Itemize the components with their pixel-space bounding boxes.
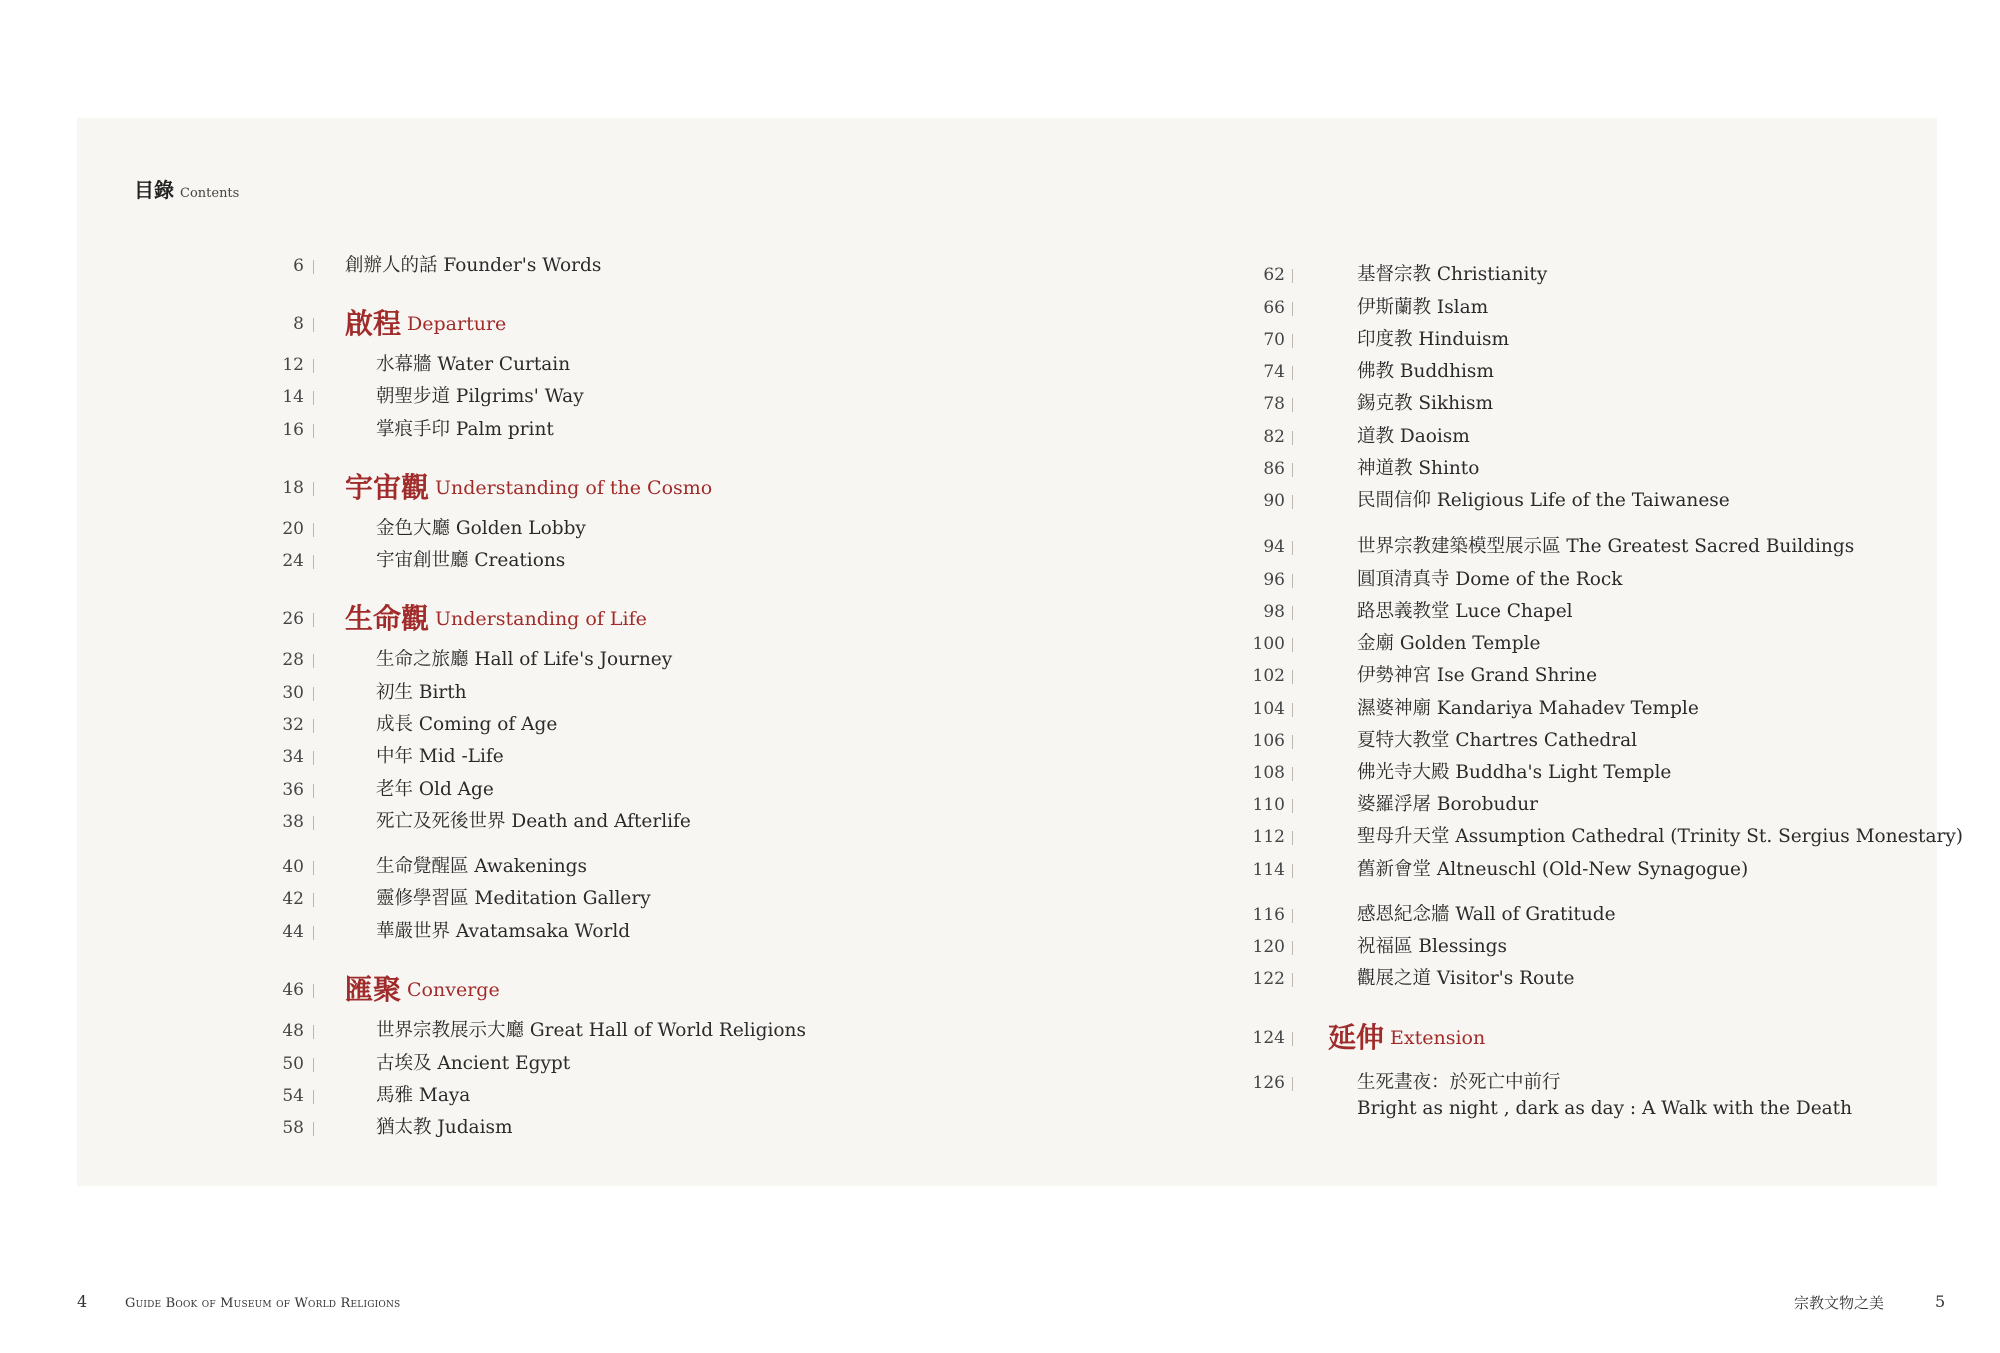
- toc-entry-title-line2: Bright as night , dark as day : A Walk with the Death: [1357, 1098, 1853, 1119]
- toc-entry-title: 生命之旅廳 Hall of Life's Journey: [376, 649, 673, 670]
- toc-divider: [313, 926, 314, 940]
- toc-divider: [313, 555, 314, 569]
- footer-book-title: Guide Book of Museum of World Religions: [125, 1296, 401, 1311]
- toc-page-number: 24: [282, 551, 304, 571]
- toc-entry-title: 佛光寺大殿 Buddha's Light Temple: [1357, 762, 1672, 783]
- toc-divider: [313, 523, 314, 537]
- toc-entry-title: 掌痕手印 Palm print: [376, 419, 554, 440]
- toc-page-number: 62: [1263, 265, 1285, 285]
- toc-entry-title: 錫克教 Sikhism: [1357, 393, 1494, 414]
- toc-section-title: [345, 471, 713, 504]
- toc-divider: [1292, 495, 1293, 509]
- toc-divider: [1292, 1077, 1293, 1091]
- toc-entry-title: 老年 Old Age: [376, 779, 494, 800]
- toc-divider: [1292, 431, 1293, 445]
- section-title-zh: 匯聚: [345, 973, 402, 1006]
- section-title-en: Extension: [1390, 1027, 1486, 1049]
- toc-page-number: 70: [1263, 330, 1285, 350]
- toc-page-number: 14: [282, 387, 304, 407]
- toc-page-number: 66: [1263, 298, 1285, 318]
- toc-page-number: 28: [282, 650, 304, 670]
- toc-page-number: 82: [1263, 427, 1285, 447]
- section-title-zh: 啟程: [345, 307, 402, 340]
- toc-page-number: 114: [1252, 860, 1285, 880]
- toc-section-title: [1328, 1021, 1486, 1054]
- toc-entry-title: 生命覺醒區 Awakenings: [376, 856, 588, 877]
- toc-divider: [1292, 799, 1293, 813]
- toc-divider: [1292, 973, 1293, 987]
- toc-entry-title: 死亡及死後世界 Death and Afterlife: [376, 811, 691, 832]
- toc-divider: [313, 1122, 314, 1136]
- toc-divider: [1292, 366, 1293, 380]
- toc-divider: [313, 719, 314, 733]
- toc-page-number: 90: [1263, 491, 1285, 511]
- section-title-zh: 生命觀: [345, 602, 430, 635]
- toc-divider: [313, 984, 314, 998]
- toc-divider: [1292, 638, 1293, 652]
- toc-entry-title: 觀展之道 Visitor's Route: [1357, 968, 1575, 989]
- toc-entry-title: 路思義教堂 Luce Chapel: [1357, 601, 1573, 622]
- toc-entry-title: 佛教 Buddhism: [1357, 361, 1494, 382]
- toc-entry-title: 基督宗教 Christianity: [1357, 264, 1548, 285]
- toc-entry-title: 猶太教 Judaism: [376, 1117, 513, 1138]
- toc-entry-title: 伊斯蘭教 Islam: [1357, 297, 1489, 318]
- toc-divider: [313, 1090, 314, 1104]
- toc-divider: [313, 893, 314, 907]
- toc-entry-title: 世界宗教展示大廳 Great Hall of World Religions: [376, 1020, 806, 1041]
- toc-page-number: 40: [282, 857, 304, 877]
- toc-entry-title: 水幕牆 Water Curtain: [376, 354, 571, 375]
- toc-entry-title: 祝福區 Blessings: [1357, 936, 1507, 957]
- toc-divider: [1292, 831, 1293, 845]
- toc-divider: [313, 1058, 314, 1072]
- toc-page-number: 108: [1252, 763, 1285, 783]
- toc-entry-title: 婆羅浮屠 Borobudur: [1357, 794, 1538, 815]
- toc-divider: [1292, 670, 1293, 684]
- toc-entry-title: 金廟 Golden Temple: [1357, 633, 1541, 654]
- toc-page-number: 34: [282, 747, 304, 767]
- toc-page-number: 116: [1252, 905, 1285, 925]
- toc-entry-title: 朝聖步道 Pilgrims' Way: [376, 386, 584, 407]
- section-title-en: Departure: [407, 313, 507, 335]
- toc-divider: [1292, 463, 1293, 477]
- toc-divider: [1292, 909, 1293, 923]
- toc-divider: [313, 816, 314, 830]
- toc-divider: [313, 654, 314, 668]
- section-title-zh: 宇宙觀: [345, 471, 430, 504]
- toc-section-title: [345, 973, 500, 1006]
- footer-chapter-title: 宗教文物之美: [1794, 1294, 1885, 1312]
- toc-page-number: 18: [282, 478, 304, 498]
- toc-page-number: 48: [282, 1021, 304, 1041]
- toc-entry-title: 初生 Birth: [376, 682, 467, 703]
- toc-entry-title: 伊勢神宮 Ise Grand Shrine: [1357, 665, 1598, 686]
- toc-entry-title: 民間信仰 Religious Life of the Taiwanese: [1357, 490, 1730, 511]
- toc-entry-title: 中年 Mid -Life: [376, 746, 504, 767]
- toc-divider: [1292, 269, 1293, 283]
- section-title-en: Understanding of Life: [435, 608, 647, 630]
- toc-page-number: 104: [1252, 699, 1285, 719]
- toc-divider: [313, 751, 314, 765]
- toc-page-number: 36: [282, 780, 304, 800]
- footer-left-page-number: 4: [77, 1292, 88, 1311]
- toc-page-number: 46: [282, 980, 304, 1000]
- toc-page-number: 106: [1252, 731, 1285, 751]
- toc-divider: [313, 482, 314, 496]
- toc-page-number: 110: [1252, 795, 1285, 815]
- toc-divider: [1292, 398, 1293, 412]
- toc-divider: [313, 318, 314, 332]
- toc-page-number: 96: [1263, 570, 1285, 590]
- toc-divider: [313, 260, 314, 274]
- toc-entry-title: 世界宗教建築模型展示區 The Greatest Sacred Buildings: [1357, 536, 1855, 557]
- toc-section-title: [345, 602, 647, 635]
- heading-en: Contents: [180, 186, 240, 201]
- toc-entry-title: 神道教 Shinto: [1357, 458, 1480, 479]
- section-title-zh: 延伸: [1328, 1021, 1385, 1054]
- toc-entry-title: 印度教 Hinduism: [1357, 329, 1510, 350]
- toc-page-number: 44: [282, 922, 304, 942]
- toc-divider: [313, 359, 314, 373]
- toc-divider: [1292, 574, 1293, 588]
- toc-page-number: 54: [282, 1086, 304, 1106]
- toc-divider: [1292, 767, 1293, 781]
- toc-page-number: 74: [1263, 362, 1285, 382]
- toc-entry-title: 創辦人的話 Founder's Words: [345, 255, 602, 276]
- toc-entry-title: 道教 Daoism: [1357, 426, 1470, 447]
- toc-divider: [1292, 864, 1293, 878]
- toc-divider: [1292, 302, 1293, 316]
- toc-page-number: 112: [1252, 827, 1285, 847]
- toc-divider: [313, 424, 314, 438]
- toc-entry-title: 聖母升天堂 Assumption Cathedral (Trinity St. Sergius Monestary): [1357, 826, 1964, 847]
- toc-divider: [1292, 735, 1293, 749]
- toc-page-number: 16: [282, 420, 304, 440]
- toc-entry-title: 華嚴世界 Avatamsaka World: [376, 921, 631, 942]
- toc-divider: [1292, 703, 1293, 717]
- toc-page-number: 26: [282, 609, 304, 629]
- toc-entry-title: 濕婆神廟 Kandariya Mahadev Temple: [1357, 698, 1699, 719]
- toc-page-number: 12: [282, 355, 304, 375]
- toc-page-number: 20: [282, 519, 304, 539]
- toc-entry-title: 古埃及 Ancient Egypt: [376, 1053, 571, 1074]
- toc-divider: [313, 391, 314, 405]
- heading-zh: 目錄: [134, 178, 174, 202]
- toc-page-number: 42: [282, 889, 304, 909]
- section-title-en: Understanding of the Cosmo: [435, 477, 713, 499]
- toc-entry-title: 成長 Coming of Age: [376, 714, 558, 735]
- toc-page-number: 126: [1252, 1073, 1285, 1093]
- toc-divider: [1292, 941, 1293, 955]
- toc-page-number: 58: [282, 1118, 304, 1138]
- footer-right-page-number: 5: [1935, 1292, 1946, 1311]
- toc-entry-title: 生死晝夜：於死亡中前行: [1357, 1072, 1561, 1093]
- toc-entry-title: 金色大廳 Golden Lobby: [376, 518, 586, 539]
- toc-page-number: 50: [282, 1054, 304, 1074]
- toc-entry-title: 宇宙創世廳 Creations: [376, 550, 566, 571]
- toc-entry-title: 感恩紀念牆 Wall of Gratitude: [1357, 904, 1616, 925]
- toc-page-number: 32: [282, 715, 304, 735]
- toc-entry-title: 靈修學習區 Meditation Gallery: [376, 888, 651, 909]
- toc-entry-title: 舊新會堂 Altneuschl (Old-New Synagogue): [1357, 859, 1749, 880]
- toc-divider: [1292, 606, 1293, 620]
- toc-page-number: 122: [1252, 969, 1285, 989]
- toc-divider: [1292, 1032, 1293, 1046]
- contents-heading: [134, 174, 239, 203]
- toc-page-number: 94: [1263, 537, 1285, 557]
- toc-page-number: 124: [1252, 1028, 1285, 1048]
- toc-page-number: 100: [1252, 634, 1285, 654]
- toc-divider: [1292, 541, 1293, 555]
- toc-page-number: 30: [282, 683, 304, 703]
- toc-divider: [313, 1025, 314, 1039]
- toc-entry-title: 圓頂清真寺 Dome of the Rock: [1357, 569, 1623, 590]
- toc-section-title: [345, 307, 507, 340]
- toc-page-number: 6: [293, 256, 304, 276]
- toc-page-number: 120: [1252, 937, 1285, 957]
- toc-divider: [313, 687, 314, 701]
- toc-entry-title: 馬雅 Maya: [376, 1085, 471, 1106]
- toc-page-number: 8: [293, 314, 304, 334]
- toc-page-number: 38: [282, 812, 304, 832]
- section-title-en: Converge: [407, 979, 500, 1001]
- toc-divider: [1292, 334, 1293, 348]
- toc-page-number: 102: [1252, 666, 1285, 686]
- toc-divider: [313, 861, 314, 875]
- toc-divider: [313, 613, 314, 627]
- toc-page-number: 98: [1263, 602, 1285, 622]
- toc-divider: [313, 784, 314, 798]
- toc-page-number: 78: [1263, 394, 1285, 414]
- toc-page-number: 86: [1263, 459, 1285, 479]
- toc-entry-title: 夏特大教堂 Chartres Cathedral: [1357, 730, 1638, 751]
